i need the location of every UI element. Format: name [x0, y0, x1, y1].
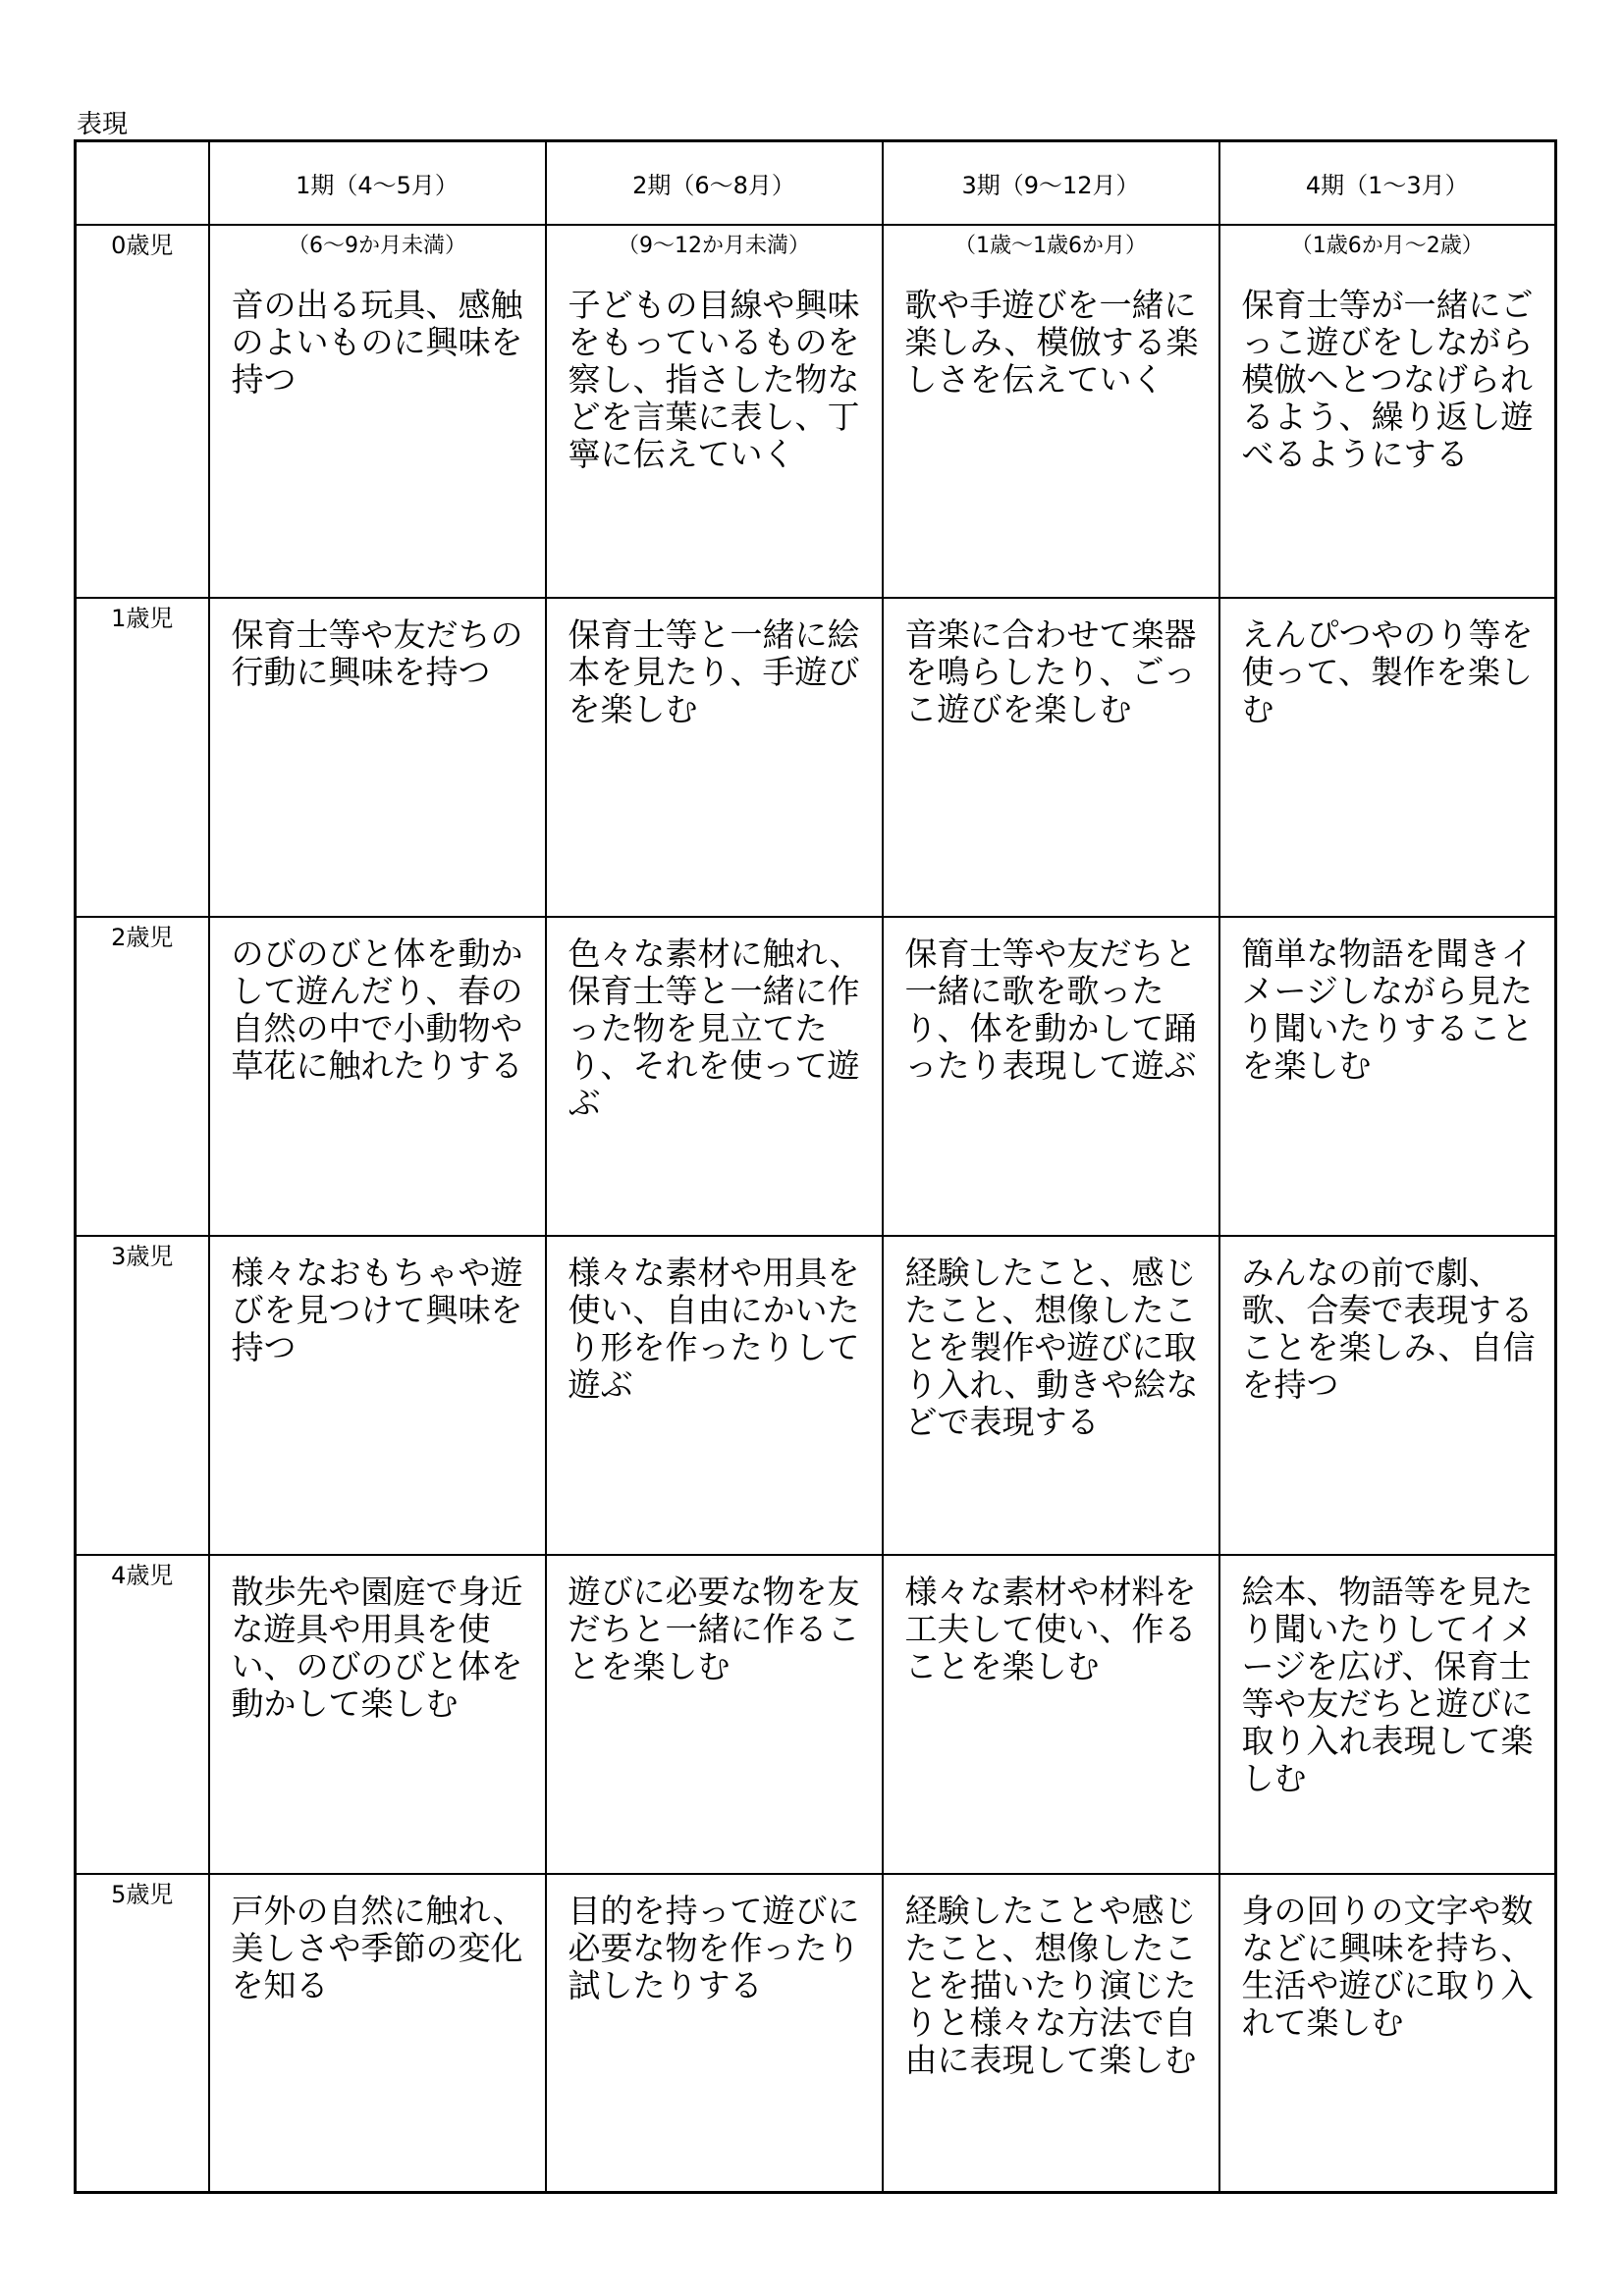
table-cell	[546, 1874, 883, 2193]
header-corner-cell	[76, 141, 209, 225]
table-cell	[883, 1555, 1219, 1874]
age-range-label: （6～9か月未満）	[288, 233, 466, 258]
table-cell	[546, 1236, 883, 1555]
header-term-1: 1期（4～5月）	[209, 141, 546, 225]
table-cell	[1219, 1874, 1556, 2193]
cell-text: 戸外の自然に触れ、美しさや季節の変化を知る	[231, 1891, 525, 2004]
cell-text: 歌や手遊びを一緒に楽しみ、模倣する楽しさを伝えていく	[904, 285, 1199, 399]
table-cell	[1219, 598, 1556, 917]
table-cell	[1219, 225, 1556, 598]
cell-text: 様々なおもちゃや遊びを見つけて興味を持つ	[231, 1253, 523, 1366]
table-cell	[883, 598, 1219, 917]
table-cell	[546, 1555, 883, 1874]
table-cell	[546, 225, 883, 598]
cell-text: 経験したこと、感じたこと、想像したことを製作や遊びに取り入れ、動きや絵などで表現する	[904, 1253, 1199, 1441]
cell-text: 身の回りの文字や数などに興味を持ち、生活や遊びに取り入れて楽しむ	[1241, 1891, 1534, 2042]
table-row-age-3	[76, 1236, 1556, 1555]
document-title: 表現	[77, 110, 129, 139]
cell-text: 目的を持って遊びに必要な物を作ったり試したりする	[568, 1891, 860, 2004]
age-label: 0歳児	[76, 225, 209, 598]
table-cell	[1219, 917, 1556, 1236]
table-cell	[209, 1236, 546, 1555]
cell-text: 散歩先や園庭で身近な遊具や用具を使い、のびのびと体を動かして楽しむ	[231, 1572, 523, 1723]
table-row-age-0	[76, 225, 1556, 598]
age-range-label: （1歳6か月～2歳）	[1290, 233, 1484, 258]
table-cell	[209, 598, 546, 917]
table-header-row	[76, 141, 1556, 225]
cell-text: のびのびと体を動かして遊んだり、春の自然の中で小動物や草花に触れたりする	[231, 934, 523, 1085]
table-cell	[209, 917, 546, 1236]
cell-text: 色々な素材に触れ、保育士等と一緒に作った物を見立てたり、それを使って遊ぶ	[568, 934, 862, 1122]
cell-text: 様々な素材や用具を使い、自由にかいたり形を作ったりして遊ぶ	[568, 1253, 860, 1404]
table-row-age-5	[76, 1874, 1556, 2193]
age-range-label: （1歳～1歳6か月）	[954, 233, 1147, 258]
cell-text: 音楽に合わせて楽器を鳴らしたり、ごっこ遊びを楽しむ	[904, 614, 1197, 728]
table-cell	[883, 225, 1219, 598]
table-cell	[546, 917, 883, 1236]
header-term-4: 4期（1～3月）	[1219, 141, 1556, 225]
header-term-3: 3期（9～12月）	[883, 141, 1219, 225]
cell-text: 経験したことや感じたこと、想像したことを描いたり演じたりと様々な方法で自由に表現して楽しむ	[904, 1891, 1197, 2079]
header-term-2: 2期（6～8月）	[546, 141, 883, 225]
table-cell	[1219, 1555, 1556, 1874]
table-cell	[883, 1874, 1219, 2193]
age-range-label: （9～12か月未満）	[618, 233, 810, 258]
age-label: 5歳児	[76, 1874, 209, 2193]
cell-text: みんなの前で劇、歌、合奏で表現することを楽しみ、自信を持つ	[1241, 1253, 1536, 1404]
cell-text: 保育士等と一緒に絵本を見たり、手遊びを楽しむ	[568, 614, 860, 728]
table-row-age-4	[76, 1555, 1556, 1874]
table-cell	[883, 917, 1219, 1236]
cell-text: 保育士等や友だちの行動に興味を持つ	[231, 614, 523, 691]
table-cell	[209, 1874, 546, 2193]
age-label: 3歳児	[76, 1236, 209, 1555]
table-cell	[209, 225, 546, 598]
age-label: 1歳児	[76, 598, 209, 917]
table-cell	[209, 1555, 546, 1874]
cell-text: 音の出る玩具、感触のよいものに興味を持つ	[231, 285, 523, 399]
cell-text: 簡単な物語を聞きイメージしながら見たり聞いたりすることを楽しむ	[1241, 934, 1534, 1085]
table-row-age-1	[76, 598, 1556, 917]
age-label: 4歳児	[76, 1555, 209, 1874]
expression-plan-table	[74, 139, 1557, 2194]
cell-text: 保育士等が一緒にごっこ遊びをしながら模倣へとつなげられるよう、繰り返し遊べるようにする	[1241, 285, 1534, 473]
table-cell	[546, 598, 883, 917]
cell-text: 遊びに必要な物を友だちと一緒に作ることを楽しむ	[568, 1572, 860, 1685]
table-cell	[883, 1236, 1219, 1555]
table-row-age-2	[76, 917, 1556, 1236]
cell-text: 絵本、物語等を見たり聞いたりしてイメージを広げ、保育士等や友だちと遊びに取り入れ表現して楽しむ	[1241, 1572, 1534, 1797]
cell-text: 様々な素材や材料を工夫して使い、作ることを楽しむ	[904, 1572, 1197, 1685]
age-label: 2歳児	[76, 917, 209, 1236]
cell-text: 保育士等や友だちと一緒に歌を歌ったり、体を動かして踊ったり表現して遊ぶ	[904, 934, 1197, 1085]
cell-text: 子どもの目線や興味をもっているものを察し、指さした物などを言葉に表し、丁寧に伝えていく	[568, 285, 860, 473]
cell-text: えんぴつやのり等を使って、製作を楽しむ	[1241, 614, 1534, 728]
table-cell	[1219, 1236, 1556, 1555]
